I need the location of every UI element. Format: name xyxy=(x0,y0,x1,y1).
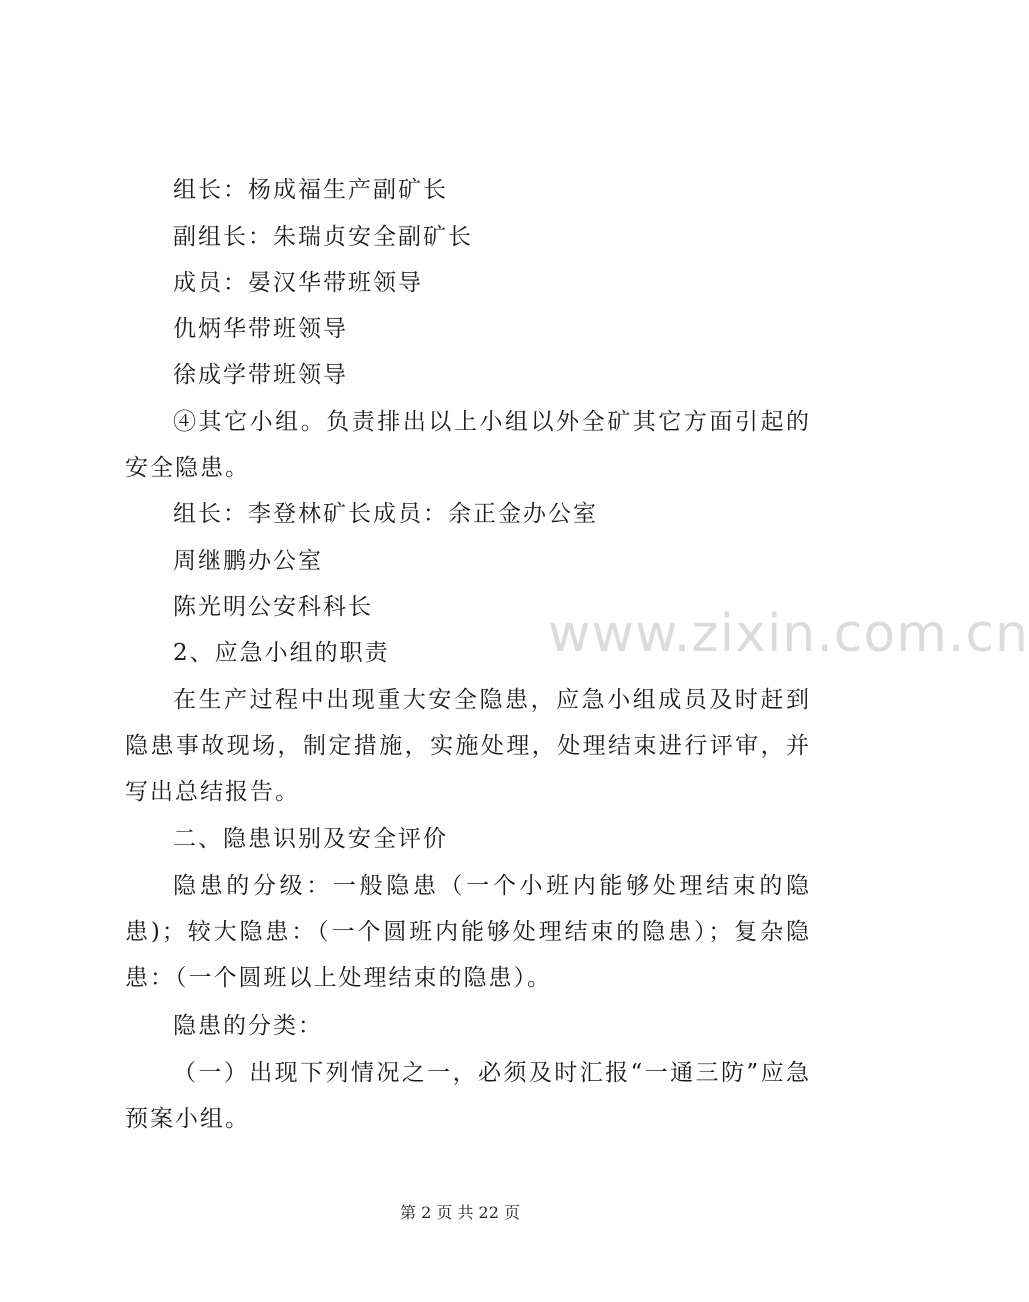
grading-paragraph: 隐患的分级：一般隐患（一个小班内能够处理结束的隐患)；较大隐患：（一个圆班内能够处理结束的隐患）；复杂隐患：（一个圆班以上处理结束的隐患）。 xyxy=(125,873,811,991)
member-line: 周继鹏办公室 xyxy=(173,548,323,574)
member-line: 成员：晏汉华带班领导 xyxy=(173,270,423,296)
section-heading: 2、应急小组的职责 xyxy=(173,640,390,666)
member-line: 陈光明公安科科长 xyxy=(173,594,373,620)
member-line: 仇炳华带班领导 xyxy=(173,316,348,342)
deputy-leader-line: 副组长：朱瑞贞安全副矿长 xyxy=(173,224,473,250)
page-footer: 第 2 页 共 22 页 xyxy=(400,1203,520,1222)
member-line: 徐成学带班领导 xyxy=(173,362,348,388)
classification-heading: 隐患的分类： xyxy=(173,1013,323,1039)
section-heading: 二、隐患识别及安全评价 xyxy=(173,826,448,852)
other-group-leader-line: 组长：李登林矿长成员：余正金办公室 xyxy=(173,501,598,527)
duties-paragraph: 在生产过程中出现重大安全隐患，应急小组成员及时赶到隐患事故现场，制定措施，实施处理，处理结束进行评审，并写出总结报告。 xyxy=(125,687,811,805)
watermark: www.zixin.com.cn xyxy=(548,604,1029,664)
report-paragraph: （一）出现下列情况之一，必须及时汇报“一通三防”应急预案小组。 xyxy=(125,1060,811,1132)
other-group-paragraph: ④其它小组。负责排出以上小组以外全矿其它方面引起的安全隐患。 xyxy=(125,409,811,481)
group-leader-line: 组长：杨成福生产副矿长 xyxy=(173,177,448,203)
